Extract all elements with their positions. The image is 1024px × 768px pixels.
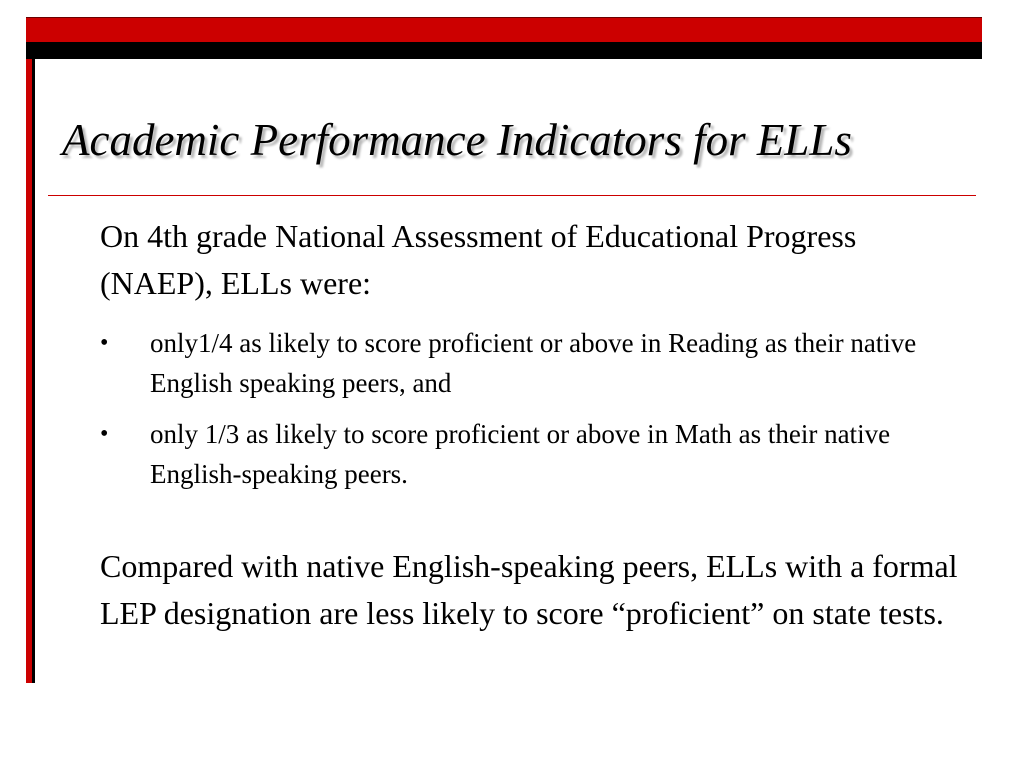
- conclusion-paragraph: Compared with native English-speaking peers, ELLs with a formal LEP designation are less likely to score “proficient” on state tests.: [100, 548, 958, 631]
- bullet-text-math: only 1/3 as likely to score proficient or above in Math as their native English-speaking peers.: [150, 419, 891, 489]
- bullet-text-reading: only1/4 as likely to score proficient or above in Reading as their native English speaking peers, and: [150, 328, 917, 398]
- bullet-item-reading: [100, 323, 972, 403]
- header-red-bar: [26, 17, 982, 42]
- slide-title: Academic Performance Indicators for ELLs: [62, 115, 852, 165]
- header-black-bar: [26, 42, 982, 59]
- title-divider: [48, 195, 976, 196]
- bullet-icon: •: [100, 421, 109, 447]
- bullet-icon: •: [100, 330, 109, 356]
- left-red-bar: [26, 59, 32, 683]
- intro-paragraph: On 4th grade National Assessment of Educational Progress (NAEP), ELLs were:: [100, 218, 857, 301]
- slide-body: [100, 213, 980, 637]
- bullet-list: [100, 323, 980, 494]
- bullet-item-math: [100, 414, 972, 494]
